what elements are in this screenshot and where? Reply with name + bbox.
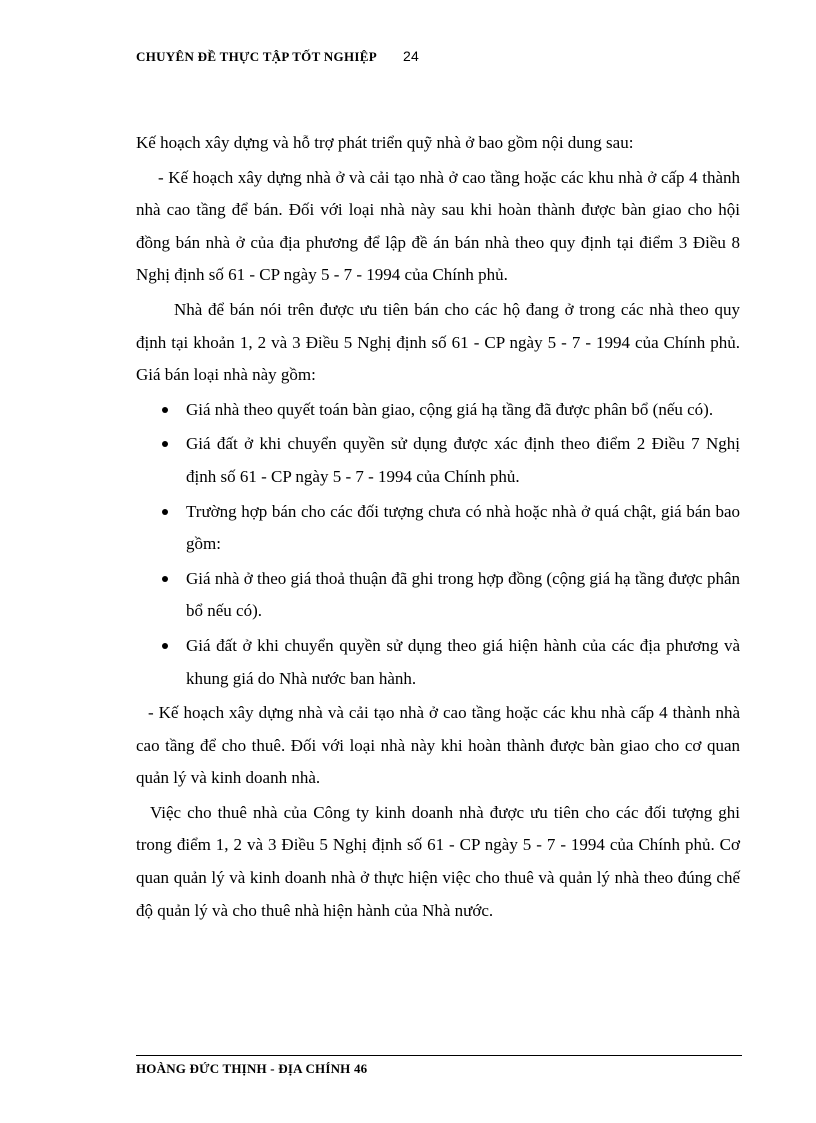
rent-priority-paragraph: Việc cho thuê nhà của Công ty kinh doanh nhà được ưu tiên cho các đối tượng ghi trong điểm 1, 2 và 3 Điều 5 Nghị định số 61 - CP ngày 5 - 7 - 1994 của Chính phủ. Cơ quan quản lý và kinh doanh nhà ở thực hiện việc cho thuê và quản lý nhà theo đúng chế độ quản lý và cho thuê nhà hiện hành của Nhà nước. <box>136 802 740 920</box>
sale-priority-paragraph: Nhà để bán nói trên được ưu tiên bán cho các hộ đang ở trong các nhà theo quy định tại khoản 1, 2 và 3 Điều 5 Nghị định số 61 - CP ngày 5 - 7 - 1994 của Chính phủ. Giá bán loại nhà này gồm: <box>136 299 740 385</box>
price-bullet-list <box>136 394 740 695</box>
page-number: 24 <box>402 48 420 64</box>
bullet-icon <box>162 643 168 649</box>
page-footer: HOÀNG ĐỨC THỊNH - ĐỊA CHÍNH 46 <box>136 1061 368 1076</box>
bullet-icon <box>162 441 168 447</box>
list-item <box>136 394 740 427</box>
list-item <box>136 496 740 561</box>
plan-sale-paragraph: - Kế hoạch xây dựng nhà ở và cải tạo nhà ở cao tầng hoặc các khu nhà ở cấp 4 thành nhà cao tầng để bán. Đối với loại nhà này sau khi hoàn thành được bàn giao cho hội đồng bán nhà ở của địa phương để lập đề án bán nhà theo quy định tại điểm 3 Điều 8 Nghị định số 61 - CP ngày 5 - 7 - 1994 của Chính phủ. <box>136 167 740 285</box>
list-item <box>136 630 740 695</box>
list-item-text: Giá đất ở khi chuyển quyền sử dụng theo giá hiện hành của các địa phương và khung giá do Nhà nước ban hành. <box>186 635 740 688</box>
plan-rent-paragraph: - Kế hoạch xây dựng nhà và cải tạo nhà ở cao tầng hoặc các khu nhà cấp 4 thành nhà cao tầng để cho thuê. Đối với loại nhà này khi hoàn thành được bàn giao cho cơ quan quản lý và kinh doanh nhà. <box>136 703 740 788</box>
list-item-text: Giá nhà ở theo giá thoả thuận đã ghi trong hợp đồng (cộng giá hạ tầng được phân bổ nếu có). <box>186 568 740 621</box>
list-item-text: Giá nhà theo quyết toán bàn giao, cộng giá hạ tầng đã được phân bổ (nếu có). <box>186 399 714 419</box>
bullet-icon <box>162 509 168 515</box>
page-header <box>136 48 419 65</box>
list-item-text: Trường hợp bán cho các đối tượng chưa có nhà hoặc nhà ở quá chật, giá bán bao gồm: <box>186 501 740 554</box>
document-body <box>136 127 740 927</box>
list-item <box>136 563 740 628</box>
footer-divider <box>136 1055 742 1056</box>
intro-paragraph: Kế hoạch xây dựng và hỗ trợ phát triển quỹ nhà ở bao gồm nội dung sau: <box>136 133 634 152</box>
list-item <box>136 428 740 493</box>
header-title: CHUYÊN ĐỀ THỰC TẬP TỐT NGHIỆP <box>136 49 377 64</box>
bullet-icon <box>162 576 168 582</box>
bullet-icon <box>162 407 168 413</box>
list-item-text: Giá đất ở khi chuyển quyền sử dụng được xác định theo điểm 2 Điều 7 Nghị định số 61 - CP ngày 5 - 7 - 1994 của Chính phủ. <box>186 434 740 486</box>
